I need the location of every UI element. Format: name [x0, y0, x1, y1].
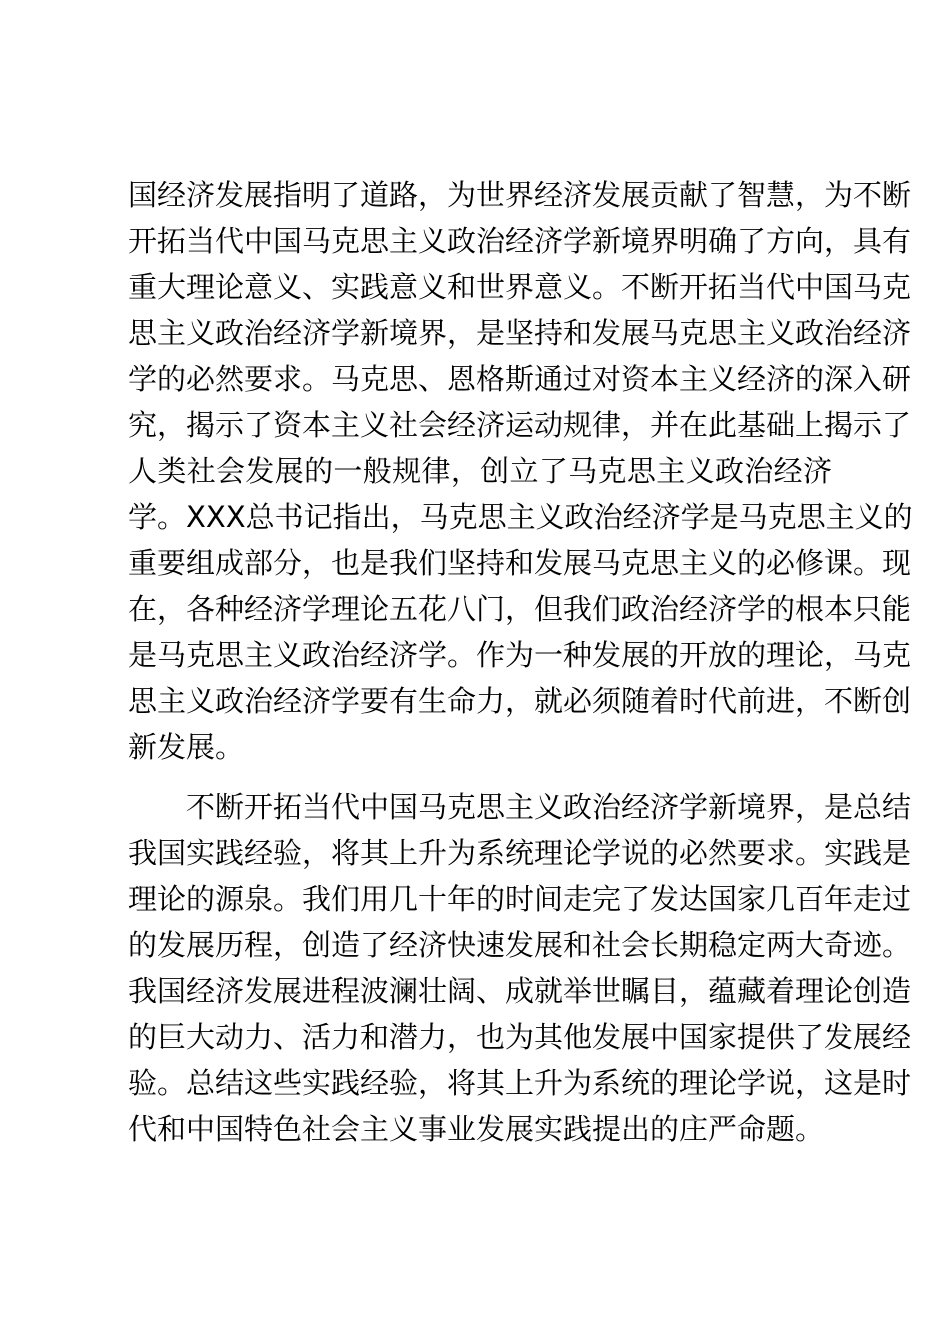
text-line: 的巨大动力、活力和潜力，也为其他发展中国家提供了发展经 [128, 1020, 912, 1054]
text-line: 我国实践经验，将其上升为系统理论学说的必然要求。实践是 [128, 836, 912, 870]
text-line: 究，揭示了资本主义社会经济运动规律，并在此基础上揭示了 [128, 408, 912, 442]
document-body [128, 172, 913, 1152]
text-line: 国经济发展指明了道路，为世界经济发展贡献了智慧，为不断 [128, 178, 912, 212]
text-line: 代和中国特色社会主义事业发展实践提出的庄严命题。 [128, 1112, 825, 1146]
text-line: 验。总结这些实践经验，将其上升为系统的理论学说，这是时 [128, 1066, 912, 1100]
text-line: 思主义政治经济学要有生命力，就必须随着时代前进，不断创 [128, 684, 912, 718]
text-line: 的发展历程，创造了经济快速发展和社会长期稳定两大奇迹。 [128, 928, 912, 962]
text-line: 我国经济发展进程波澜壮阔、成就举世瞩目，蕴藏着理论创造 [128, 974, 912, 1008]
paragraph-2 [128, 784, 912, 1152]
text-line: 是马克思主义政治经济学。作为一种发展的开放的理论，马克 [128, 638, 912, 672]
paragraph-spacer [128, 770, 832, 784]
text-line: 不断开拓当代中国马克思主义政治经济学新境界，是总结 [128, 790, 912, 824]
text-line: 学。XXX总书记指出，马克思主义政治经济学是马克思主义的 [128, 500, 913, 534]
text-line: 在，各种经济学理论五花八门，但我们政治经济学的根本只能 [128, 592, 912, 626]
paragraph-1 [128, 172, 913, 770]
text-line: 理论的源泉。我们用几十年的时间走完了发达国家几百年走过 [128, 882, 912, 916]
text-line: 思主义政治经济学新境界，是坚持和发展马克思主义政治经济 [128, 316, 912, 350]
text-line: 重大理论意义、实践意义和世界意义。不断开拓当代中国马克 [128, 270, 912, 304]
text-line: 人类社会发展的一般规律，创立了马克思主义政治经济 [128, 454, 832, 488]
text-line: 学的必然要求。马克思、恩格斯通过对资本主义经济的深入研 [128, 362, 912, 396]
text-line: 新发展。 [128, 730, 245, 764]
text-line: 重要组成部分，也是我们坚持和发展马克思主义的必修课。现 [128, 546, 912, 580]
text-line: 开拓当代中国马克思主义政治经济学新境界明确了方向，具有 [128, 224, 912, 258]
